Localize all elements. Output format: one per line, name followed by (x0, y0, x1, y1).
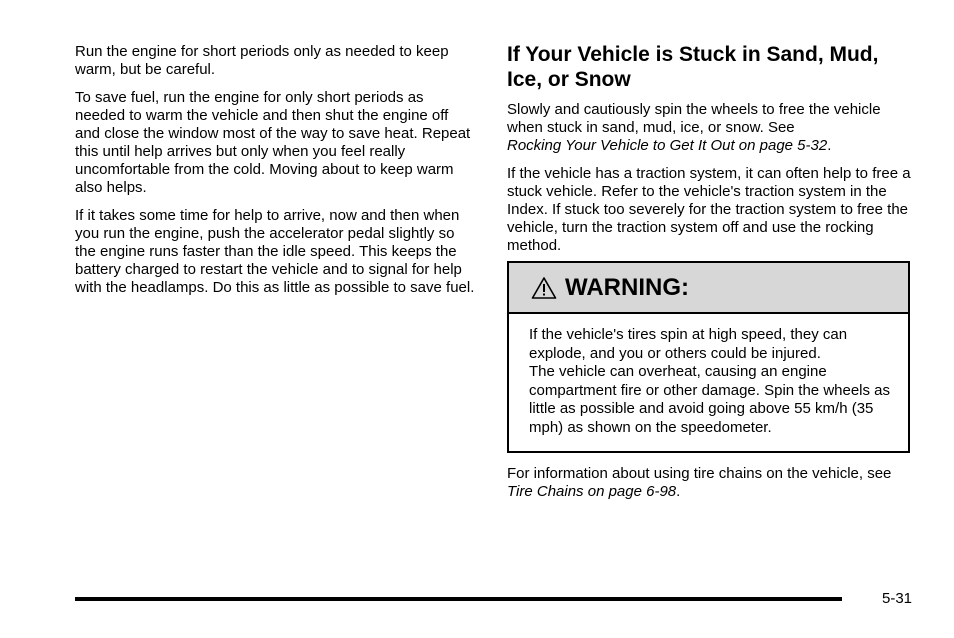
page-number: 5-31 (882, 590, 913, 607)
paragraph-spin-wheels (507, 101, 911, 155)
paragraph-tire-chains-text: For information about using tire chains on the vehicle, see (507, 465, 892, 482)
paragraph-accelerator: If it takes some time for help to arrive, now and then when you run the engine, push the accelerator pedal slightly so the engine runs faster than the idle speed. This keeps the battery charged to restart the vehicle and to signal for help with the headlamps. Do this as little as possible to save fuel. (75, 207, 475, 296)
paragraph-tire-chains (507, 465, 911, 501)
warning-triangle-icon (531, 276, 557, 300)
warning-title: WARNING: (565, 273, 689, 301)
left-column (75, 0, 475, 297)
warning-box (507, 261, 910, 453)
warning-body (509, 314, 908, 438)
paragraph-short-periods: Run the engine for short periods only as needed to keep warm, but be careful. (75, 43, 449, 78)
paragraph-tire-chains-end: . (676, 483, 681, 500)
section-heading: If Your Vehicle is Stuck in Sand, Mud, Ice, or Snow (507, 43, 879, 91)
cross-reference-rocking: Rocking Your Vehicle to Get It Out on page 5-32 (507, 137, 828, 154)
warning-text-overheat: The vehicle can overheat, causing an engine compartment fire or other damage. Spin the wheels as little as possible and avoid going above 55 km/h (35 mph) as shown on the speedometer. (529, 363, 891, 436)
paragraph-spin-wheels-text: Slowly and cautiously spin the wheels to free the vehicle when stuck in sand, mud, ice, or snow. See (507, 101, 881, 136)
right-column (507, 0, 911, 255)
warning-header (509, 263, 908, 314)
footer-rule (75, 597, 842, 601)
warning-text-explode: If the vehicle's tires spin at high speed, they can explode, and you or others could be injured. (529, 326, 848, 362)
paragraph-spin-wheels-end: . (827, 137, 832, 154)
paragraph-save-fuel: To save fuel, run the engine for only short periods as needed to warm the vehicle and then shut the engine off and close the window most of the way to save heat. Repeat this until help arrives but only when you feel really uncomfortable from the cold. Moving about to keep warm also helps. (75, 89, 471, 196)
paragraph-traction-system: If the vehicle has a traction system, it can often help to free a stuck vehicle. Refer to the vehicle's traction system in the Index. If stuck too severely for the traction system to free the vehicle, turn the traction system off and use the rocking method. (507, 165, 911, 254)
cross-reference-tire-chains: Tire Chains on page 6-98 (507, 483, 677, 500)
